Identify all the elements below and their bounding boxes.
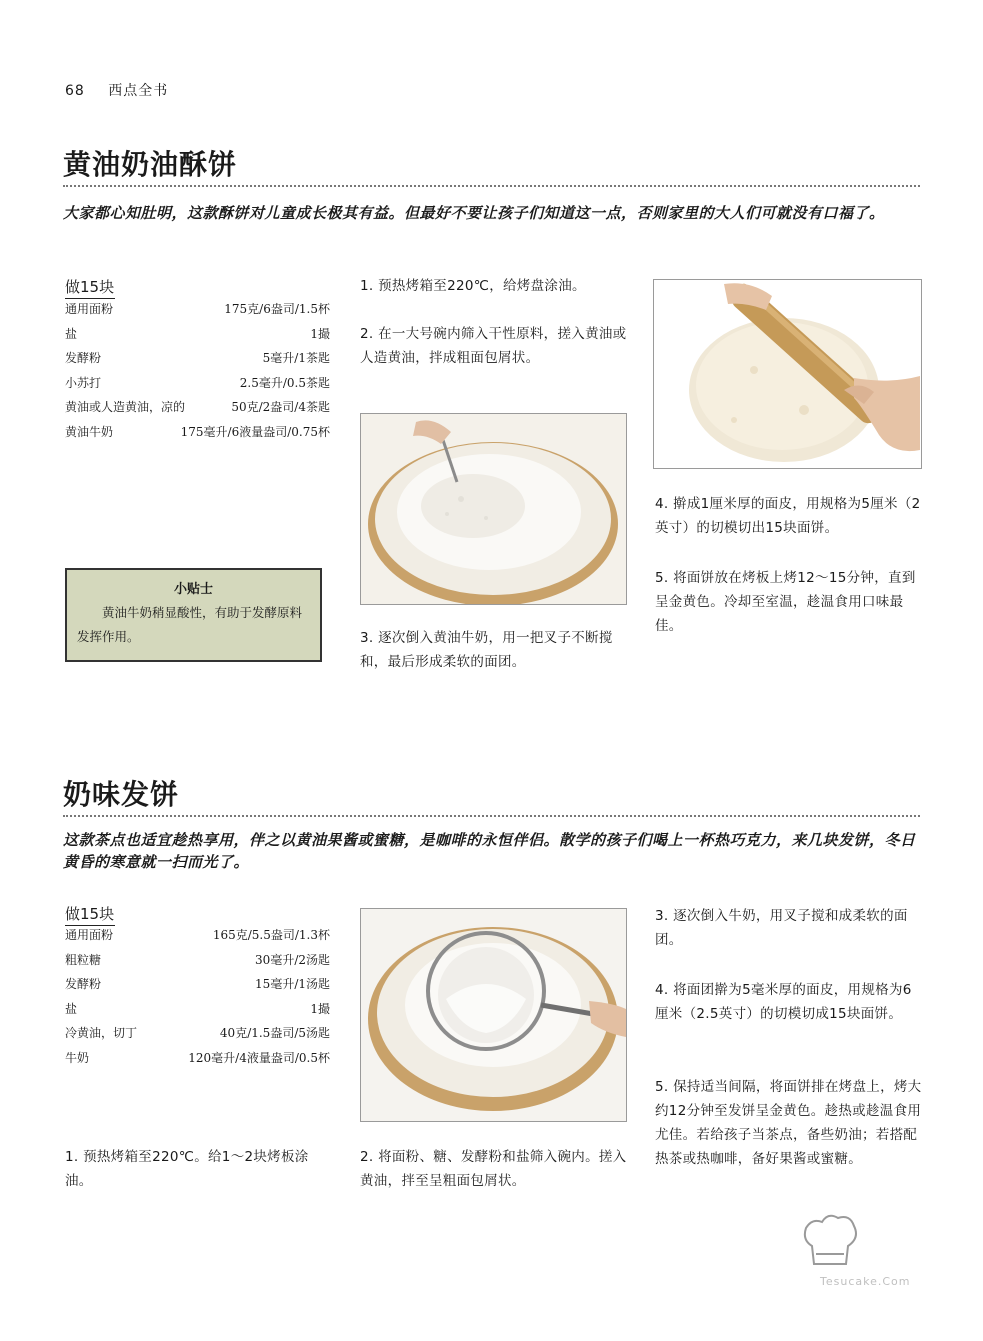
recipe1-step-3: 3. 逐次倒入黄油牛奶，用一把叉子不断搅和，最后形成柔软的面团。	[360, 630, 613, 670]
recipe1-step-4: 4. 擀成1厘米厚的面皮，用规格为5厘米（2英寸）的切模切出15块面饼。	[655, 496, 921, 536]
tip-text: 黄油牛奶稍显酸性，有助于发酵原料发挥作用。	[77, 605, 303, 644]
recipe2-ingredients	[65, 923, 330, 1070]
page-number: 68	[65, 83, 85, 99]
recipe2-yield: 做15块	[65, 903, 115, 926]
recipe2-intro: 这款茶点也适宜趁热享用，伴之以黄油果酱或蜜糖，是咖啡的永恒伴侣。散学的孩子们喝上一杯热巧克力，来几块发饼，冬日黄昏的寒意就一扫而光了。	[63, 831, 916, 871]
recipe1-divider	[63, 185, 920, 187]
page-header	[65, 80, 168, 100]
recipe1-intro: 大家都心知肚明，这款酥饼对儿童成长极其有益。但最好不要让孩子们知道这一点，否则家里的大人们可就没有口福了。	[63, 204, 885, 222]
photo-sifting-flour	[360, 908, 627, 1122]
ingredient-row: 黄油牛奶 175毫升/6液量盎司/0.75杯	[65, 424, 330, 439]
ingredient-row: 冷黄油，切丁 40克/1.5盎司/5汤匙	[65, 1026, 330, 1040]
recipe1-step-5: 5. 将面饼放在烤板上烤12～15分钟，直到呈金黄色。冷却至室温，趁温食用口味最佳。	[655, 570, 916, 634]
recipe2-step-4: 4. 将面团擀为5毫米厚的面皮，用规格为6厘米（2.5英寸）的切模切成15块面饼。	[655, 982, 912, 1022]
ingredient-row: 小苏打 2.5毫升/0.5茶匙	[65, 375, 330, 390]
recipe1-step-1: 1. 预热烤箱至220℃，给烤盘涂油。	[360, 278, 586, 294]
recipe1-step-2: 2. 在一大号碗内筛入干性原料，搓入黄油或人造黄油，拌成粗面包屑状。	[360, 326, 627, 366]
ingredient-row: 通用面粉 165克/5.5盎司/1.3杯	[65, 928, 330, 942]
recipe2-step-5: 5. 保持适当间隔，将面饼排在烤盘上，烤大约12分钟至发饼呈金黄色。趁热或趁温食用尤佳。若给孩子当茶点，备些奶油；若搭配热茶或热咖啡，备好果酱或蜜糖。	[655, 1079, 922, 1167]
footer-watermark-text: Tesucake.Com	[820, 1275, 911, 1288]
recipe2-step-2: 2. 将面粉、糖、发酵粉和盐筛入碗内。搓入黄油，拌至呈粗面包屑状。	[360, 1149, 627, 1189]
recipe2-title: 奶味发饼	[63, 778, 180, 811]
recipe2-step-1: 1. 预热烤箱至220℃。给1～2块烤板涂油。	[65, 1149, 309, 1189]
ingredient-row: 通用面粉 175克/6盎司/1.5杯	[65, 302, 330, 316]
ingredient-row: 发酵粉 15毫升/1汤匙	[65, 977, 330, 991]
tip-box	[65, 568, 322, 662]
book-title: 西点全书	[108, 83, 169, 99]
photo-rolling-dough	[653, 279, 922, 469]
ingredient-row: 发酵粉 5毫升/1茶匙	[65, 351, 330, 365]
recipe1-title: 黄油奶油酥饼	[63, 148, 238, 181]
ingredient-row: 粗粒糖 30毫升/2汤匙	[65, 952, 330, 967]
ingredient-row: 盐 1撮	[65, 1001, 330, 1016]
ingredient-row: 黄油或人造黄油，凉的 50克/2盎司/4茶匙	[65, 400, 330, 414]
recipe2-divider	[63, 815, 920, 817]
photo-flour-bowl	[360, 413, 627, 605]
chef-hat-icon	[800, 1210, 860, 1278]
recipe2-step-3: 3. 逐次倒入牛奶，用叉子搅和成柔软的面团。	[655, 908, 908, 948]
recipe1-yield: 做15块	[65, 276, 115, 299]
ingredient-row: 盐 1撮	[65, 326, 330, 341]
tip-title: 小贴士	[173, 582, 213, 597]
ingredient-row: 牛奶 120毫升/4液量盎司/0.5杯	[65, 1050, 330, 1065]
recipe1-ingredients	[65, 297, 330, 444]
